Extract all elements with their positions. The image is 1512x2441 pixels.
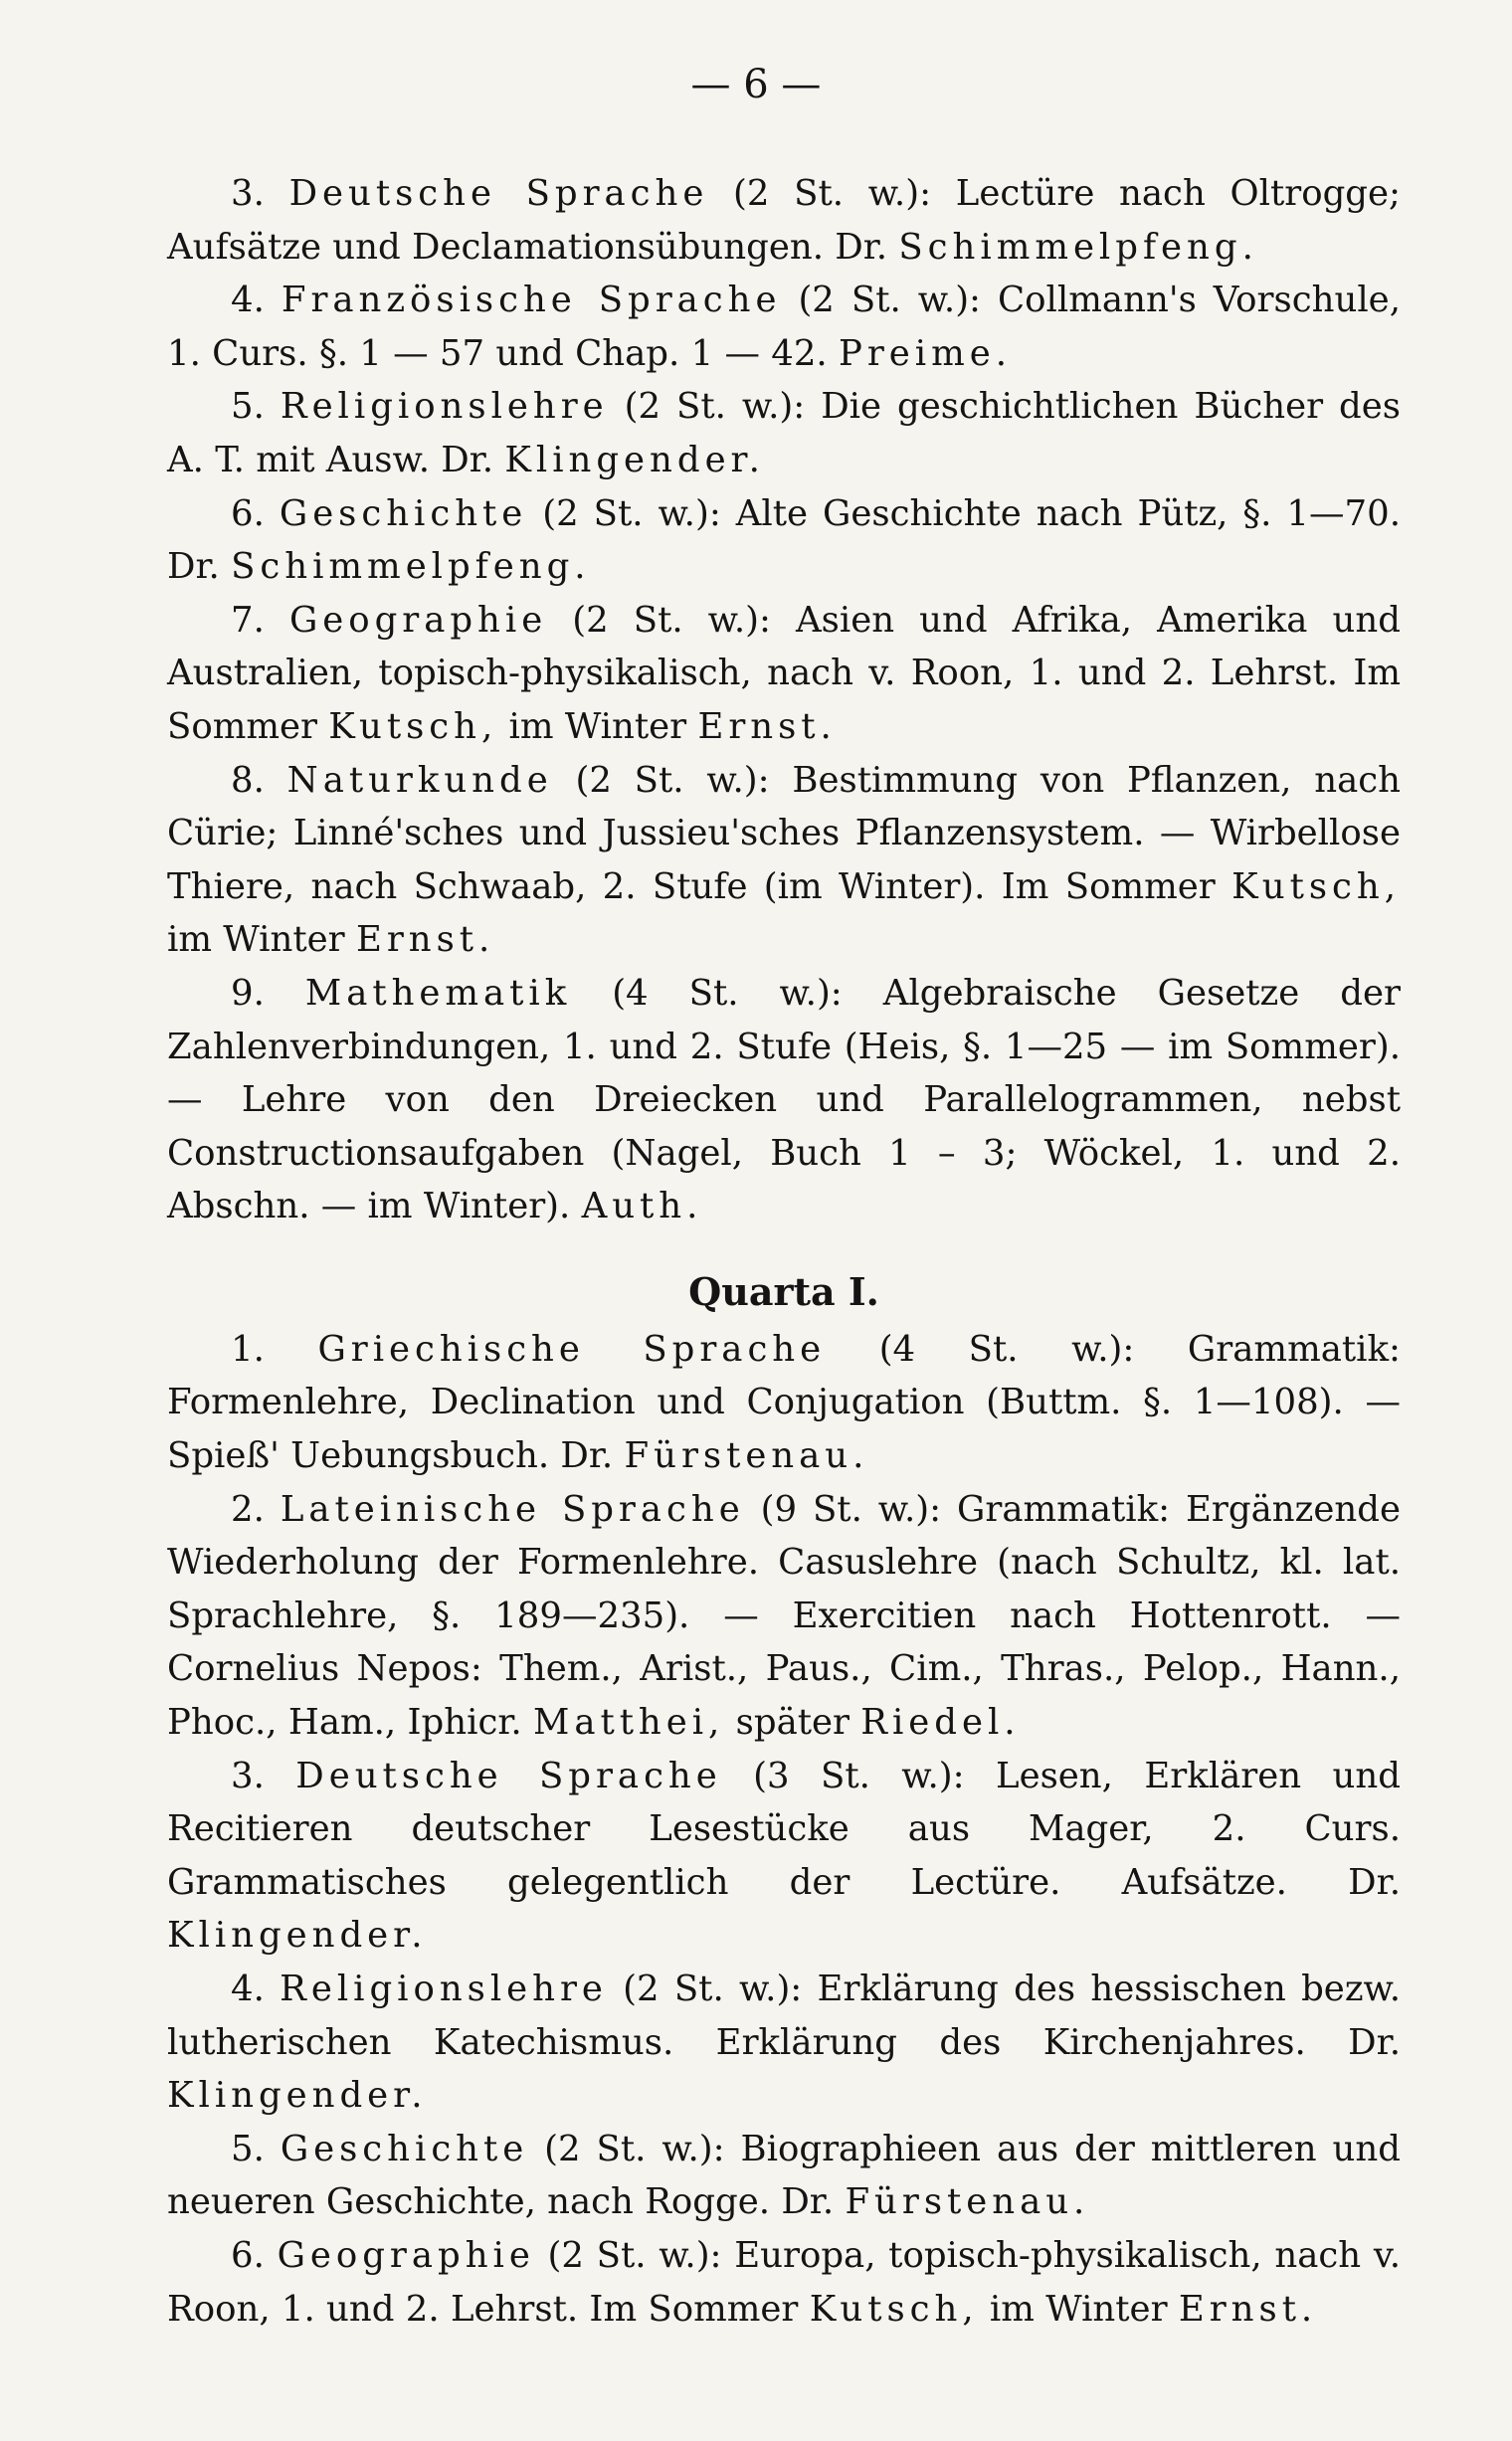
subject-paragraph [167,1750,1401,1963]
item-number: 6. [231,492,265,534]
item-number: 6. [231,2234,265,2276]
weekly-hours: (2 St. w.): [623,1969,803,2009]
subject-name: Religionslehre [280,1969,608,2009]
subject-description-continued: später [735,1702,850,1744]
subject-description: Erklärung des hessischen bezw. lutherischen Katechismus. Erklärung des Kirchenjahres. Dr. [167,1969,1401,2063]
subject-description: Bestimmung von Pflanzen, nach Cürie; Linné'sches und Jussieu'sches Pflanzensystem. — Wirbellose Thiere, nach Schwaab, 2. Stufe (im Winter). Im Sommer [167,759,1401,907]
item-number: 3. [231,173,265,214]
page-number: — 6 — [690,62,822,107]
teacher-name-second: Ernst. [355,919,495,961]
subject-name: Deutsche Sprache [295,1755,722,1796]
subject-paragraph [167,1323,1401,1483]
subject-description: Die geschichtlichen Bücher des A. T. mit Ausw. Dr. [167,386,1401,480]
subject-description: Collmann's Vorschule, 1. Curs. §. 1 — 57 und Chap. 1 — 42. [167,280,1401,374]
item-number: 4. [231,1969,265,2009]
item-number: 7. [231,599,265,641]
teacher-name: Kutsch, [809,2288,979,2330]
subject-paragraph [167,2123,1401,2229]
subject-paragraph [167,594,1401,754]
weekly-hours: (4 St. w.): [878,1328,1135,1370]
section-tertia-continued [167,167,1401,1233]
teacher-name: Schimmelpfeng. [898,226,1258,268]
teacher-name: Schimmelpfeng. [231,546,591,588]
weekly-hours: (2 St. w.): [798,280,982,321]
subject-paragraph [167,167,1401,274]
section-heading: Quarta I. [688,1268,879,1314]
subject-name: Religionslehre [280,386,609,428]
subject-name: Geschichte [280,2128,529,2169]
teacher-name-second: Ernst. [697,705,837,747]
item-number: 4. [231,280,265,321]
weekly-hours: (2 St. w.): [733,173,932,214]
item-number: 3. [231,1755,265,1796]
weekly-hours: (2 St. w.): [572,599,771,641]
subject-paragraph [167,1483,1401,1750]
subject-paragraph [167,274,1401,380]
subject-description-continued: im Winter [167,919,345,961]
subject-description: Grammatik: Ergänzende Wiederholung der Formenlehre. Casuslehre (nach Schultz, kl. lat. Sprachlehre, §. 189—235). — Exercitien nach Hottenrott. — Cornelius Nepos: Them., Arist., Paus., Cim., Thras., Pelop., Hann., Phoc., Ham., Iphicr. [167,1488,1401,1744]
subject-name: Naturkunde [286,759,553,801]
weekly-hours: (9 St. w.): [760,1488,942,1530]
subject-name: Mathematik [304,972,572,1014]
subject-name: Lateinische Sprache [280,1488,745,1530]
weekly-hours: (3 St. w.): [753,1755,965,1796]
teacher-name: Kutsch, [328,705,498,747]
teacher-name: Auth. [581,1186,703,1227]
teacher-name: Klingender. [167,2075,428,2117]
subject-description: Grammatik: Formenlehre, Declination und Conjugation (Buttm. §. 1—108). — Spieß' Uebungsbuch. Dr. [167,1328,1401,1477]
item-number: 5. [231,386,265,428]
weekly-hours: (2 St. w.): [542,492,721,534]
weekly-hours: (4 St. w.): [612,972,843,1014]
subject-paragraph [167,380,1401,486]
subject-description: Europa, topisch-physikalisch, nach v. Roon, 1. und 2. Lehrst. Im Sommer [167,2234,1401,2330]
subject-paragraph [167,1963,1401,2123]
subject-description: Lectüre nach Oltrogge; Aufsätze und Declamationsübungen. Dr. [167,173,1401,268]
subject-paragraph [167,967,1401,1233]
item-number: 9. [231,972,265,1014]
subject-name: Deutsche Sprache [288,173,709,214]
teacher-name-second: Riedel. [860,1702,1021,1744]
subject-description-continued: im Winter [508,705,687,747]
teacher-name: Kutsch, [1231,865,1401,907]
weekly-hours: (2 St. w.): [544,2128,725,2169]
subject-name: Geographie [277,2234,535,2276]
subject-name: Geschichte [279,492,528,534]
teacher-name-second: Ernst. [1178,2288,1318,2330]
subject-name: Griechische Sprache [317,1328,827,1370]
item-number: 2. [231,1488,265,1530]
item-number: 1. [231,1328,265,1370]
subject-description: Asien und Afrika, Amerika und Australien, topisch-physikalisch, nach v. Roon, 1. und 2. Lehrst. Im Sommer [167,599,1401,747]
subject-paragraph [167,2229,1401,2336]
subject-name: Französische Sprache [281,280,782,321]
teacher-name: Preime. [839,332,1012,374]
subject-description: Biographieen aus der mittleren und neueren Geschichte, nach Rogge. Dr. [167,2128,1401,2223]
item-number: 5. [231,2128,265,2169]
weekly-hours: (2 St. w.): [624,386,806,428]
subject-description: Lesen, Erklären und Recitieren deutscher Lesestücke aus Mager, 2. Curs. Grammatisches gelegentlich der Lectüre. Aufsätze. Dr. [167,1755,1401,1903]
subject-name: Geographie [288,599,548,641]
subject-description: Algebraische Gesetze der Zahlenverbindungen, 1. und 2. Stufe (Heis, §. 1—25 — im Sommer). — Lehre von den Dreiecken und Parallelogrammen, nebst Constructionsaufgaben (Nagel, Buch 1 – 3; Wöckel, 1. und 2. Abschn. — im Winter). [167,972,1401,1227]
subject-description-continued: im Winter [989,2288,1168,2330]
teacher-name: Fürstenau. [624,1435,869,1477]
item-number: 8. [231,759,265,801]
subject-description: Alte Geschichte nach Pütz, §. 1—70. Dr. [167,492,1401,588]
weekly-hours: (2 St. w.): [547,2234,722,2276]
text-block [167,167,1401,2336]
teacher-name: Klingender. [167,1915,428,1957]
subject-paragraph [167,754,1401,967]
weekly-hours: (2 St. w.): [575,759,770,801]
subject-paragraph [167,487,1401,594]
teacher-name: Matthei, [533,1702,725,1744]
section-quarta [167,1323,1401,2336]
teacher-name: Fürstenau. [845,2181,1090,2223]
teacher-name: Klingender. [504,439,765,480]
